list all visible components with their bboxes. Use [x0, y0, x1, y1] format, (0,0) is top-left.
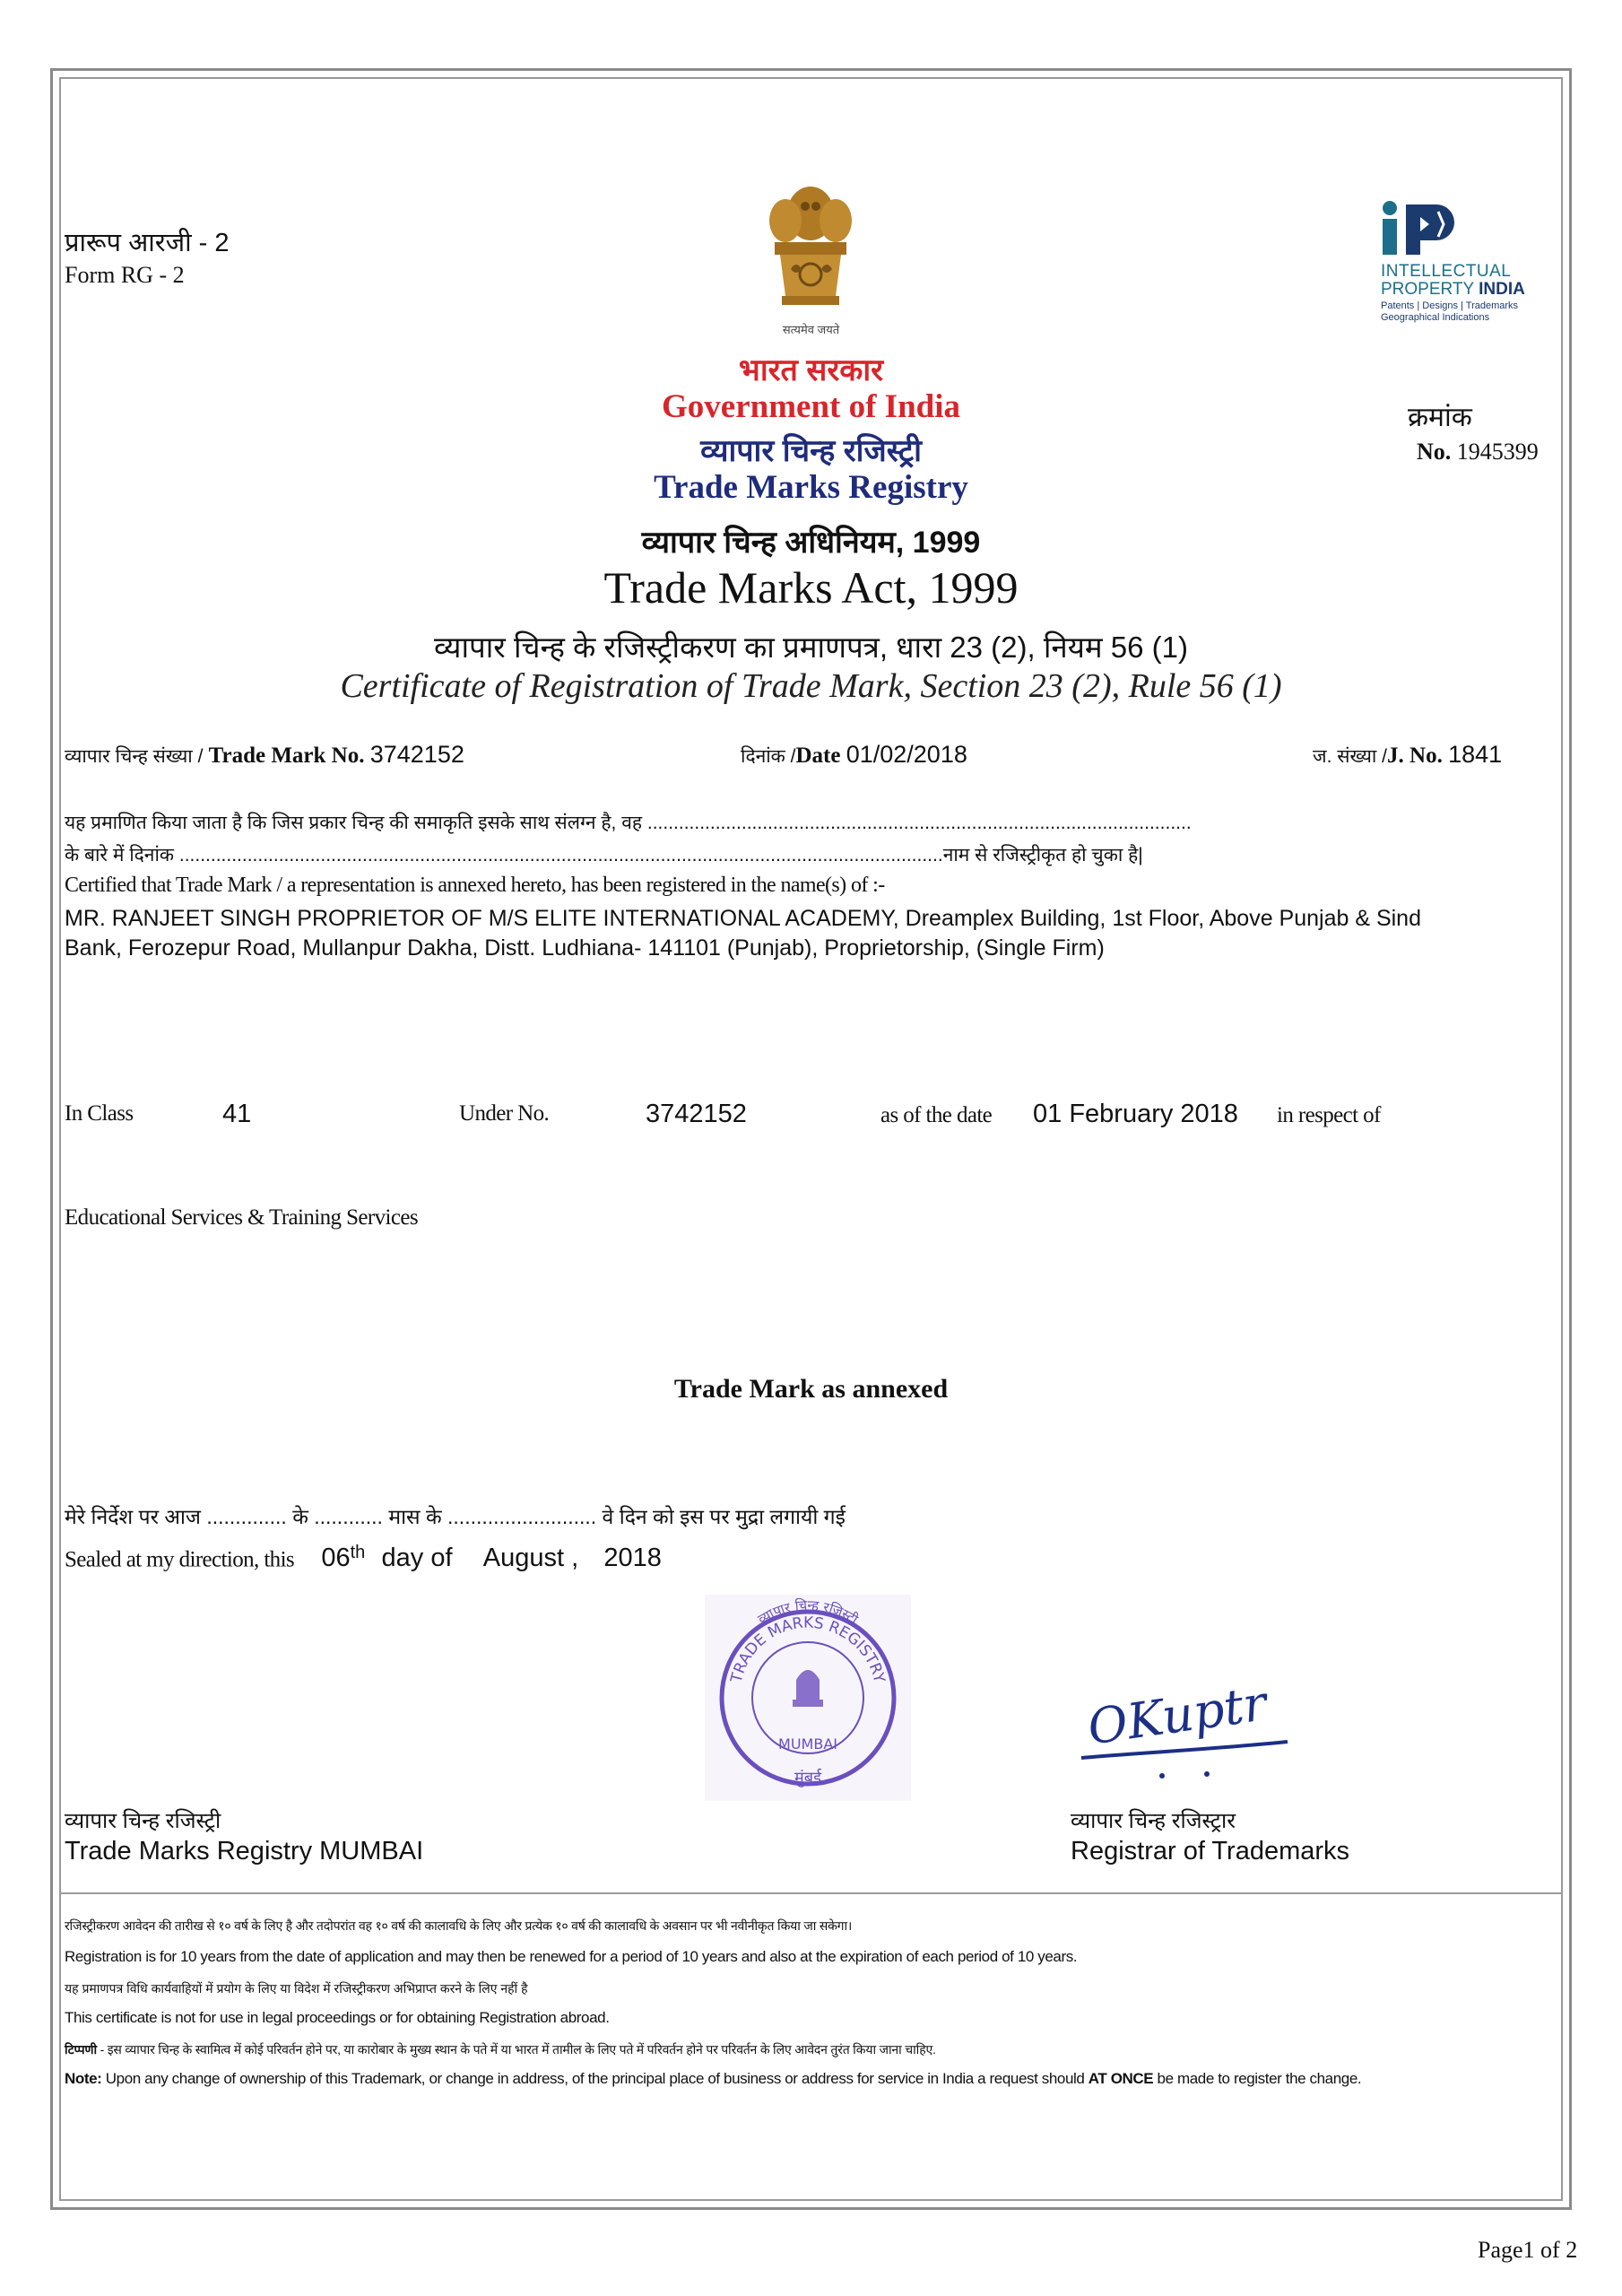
in-respect-of-label: in respect of	[1277, 1103, 1381, 1127]
certification-line-hindi-2: के बारे में दिनांक ..................................................................................................................................................नाम से रजिस्ट्रीकृत हो चुका है|	[65, 845, 1143, 865]
stamp-city: MUMBAI	[778, 1735, 837, 1752]
registry-title-hindi: व्यापार चिन्ह रजिस्ट्री	[700, 434, 922, 468]
j-value: 1841	[1448, 741, 1503, 768]
ip-logo-line3: Patents | Designs | Trademarks	[1381, 300, 1519, 311]
trade-mark-annexed: Trade Mark as annexed	[673, 1374, 949, 1404]
date-value: 01/02/2018	[846, 741, 967, 768]
stamp-middle-text: TRADE MARKS REGISTRY	[727, 1613, 889, 1685]
trade-mark-number	[65, 741, 464, 769]
ip-logo-line4: Geographical Indications	[1381, 312, 1490, 323]
services-description: Educational Services & Training Services	[65, 1205, 418, 1230]
renewal-note-english: Registration is for 10 years from the date of application and may then be renewed for a period of 10 years and also at the expiration of each period of 10 years.	[65, 1948, 1078, 1965]
sealed-day-of: day of	[381, 1544, 453, 1573]
act-title-english: Trade Marks Act, 1999	[603, 562, 1019, 613]
under-no-value: 3742152	[646, 1100, 747, 1128]
change-note-hindi	[65, 2041, 936, 2058]
signature-text: OKuptr	[1084, 1674, 1271, 1756]
proprietor-line-1: MR. RANJEET SINGH PROPRIETOR OF M/S ELITE INTERNATIONAL ACADEMY, Dreamplex Building, 1st Floor, Above Punjab & Sind	[65, 906, 1421, 931]
certification-statement: Certified that Trade Mark / a representation is annexed hereto, has been registered in the name(s) of :-	[65, 874, 885, 897]
registrar-sign-hindi: व्यापार चिन्ह रजिस्ट्रार	[1071, 1809, 1236, 1833]
j-label-english: J. No.	[1387, 744, 1443, 768]
tm-value: 3742152	[369, 741, 464, 768]
gov-title-english: Government of India	[662, 388, 960, 425]
emblem-motto: सत्यमेव जयते	[782, 323, 840, 336]
registration-date	[741, 741, 967, 769]
stamp-city-hindi: मुंबई	[794, 1769, 821, 1787]
certificate-title-english: Certificate of Registration of Trade Mark, Section 23 (2), Rule 56 (1)	[340, 667, 1282, 705]
tm-label-hindi: व्यापार चिन्ह संख्या /	[65, 746, 204, 767]
sealed-line-hindi: मेरे निर्देश पर आज .............. के ............ मास के .......................... वे दिन को इस पर मुद्रा लगायी गई	[65, 1505, 846, 1528]
registry-sign-english: Trade Marks Registry MUMBAI	[65, 1837, 424, 1866]
ip-logo-line1: INTELLECTUAL	[1381, 262, 1512, 281]
act-title-hindi: व्यापार चिन्ह अधिनियम, 1999	[641, 526, 981, 560]
in-class-label: In Class	[65, 1101, 134, 1126]
page-number: Page1 of 2	[1478, 2237, 1578, 2263]
class-value: 41	[222, 1100, 252, 1128]
sealed-year: 2018	[603, 1544, 662, 1573]
date-label-english: Date	[795, 744, 841, 768]
footer-divider	[59, 1892, 1563, 1894]
change-note-english	[65, 2070, 1361, 2088]
note-hindi-text: - इस व्यापार चिन्ह के स्वामित्व में कोई परिवर्तन होने पर, या कारोबार के मुख्य स्थान के पते में या भारत में तामील के लिए पते में परिवर्तन होने पर परिवर्तन के लिए आवेदन तुरंत किया जाना चाहिए.	[96, 2042, 936, 2057]
note-hindi-label: टिप्पणी	[65, 2042, 97, 2057]
gov-title-hindi: भारत सरकार	[738, 353, 884, 387]
form-number-english: Form RG - 2	[65, 262, 185, 288]
registrar-signature	[1063, 1652, 1332, 1796]
legal-note-english: This certificate is not for use in legal proceedings or for obtaining Registration abroad.	[65, 2009, 610, 2026]
j-label-hindi: ज. संख्या /	[1313, 746, 1388, 767]
as-of-date-value: 01 February 2018	[1033, 1100, 1238, 1128]
note-english-text-a: Upon any change of ownership of this Trademark, or change in address, of the principal place of business or address for service in India a request should	[101, 2070, 1089, 2087]
tm-label-english: Trade Mark No.	[208, 744, 365, 768]
serial-label-hindi: क्रमांक	[1408, 403, 1472, 432]
official-stamp	[705, 1595, 911, 1801]
registry-title-english: Trade Marks Registry	[654, 469, 968, 506]
note-english-label: Note:	[65, 2070, 102, 2087]
sealed-day-suffix: th	[350, 1543, 366, 1562]
serial-label-english: No.	[1417, 439, 1452, 465]
registry-sign-hindi: व्यापार चिन्ह रजिस्ट्री	[65, 1809, 221, 1833]
sealed-month: August ,	[482, 1544, 579, 1573]
sealed-day: 06	[321, 1544, 351, 1573]
form-number-hindi: प्रारूप आरजी - 2	[65, 229, 230, 257]
serial-value: 1945399	[1456, 439, 1539, 465]
sealed-line	[65, 1543, 662, 1573]
journal-number	[1313, 741, 1502, 769]
certificate-title-hindi: व्यापार चिन्ह के रजिस्ट्रीकरण का प्रमाणपत्र, धारा 23 (2), नियम 56 (1)	[434, 631, 1188, 664]
sealed-label: Sealed at my direction, this	[65, 1547, 295, 1572]
ip-logo-line2	[1381, 280, 1525, 300]
ip-logo-india: INDIA	[1479, 280, 1525, 299]
registrar-sign-english: Registrar of Trademarks	[1071, 1837, 1350, 1866]
national-emblem-icon	[755, 179, 867, 345]
note-english-text-c: be made to register the change.	[1153, 2070, 1362, 2087]
proprietor-line-2: Bank, Ferozepur Road, Mullanpur Dakha, Distt. Ludhiana- 141101 (Punjab), Proprietorship, (Single Firm)	[65, 935, 1105, 961]
note-english-at-once: AT ONCE	[1088, 2070, 1154, 2087]
date-label-hindi: दिनांक /	[741, 746, 796, 767]
legal-note-hindi: यह प्रमाणपत्र विधि कार्यवाहियों में प्रयोग के लिए या विदेश में रजिस्ट्रीकरण अभिप्राप्त करने के लिए नहीं है	[65, 1981, 528, 1996]
stamp-top-text: व्यापार चिन्ह रजिस्ट्री	[755, 1596, 862, 1628]
serial-number	[1417, 439, 1539, 465]
ip-logo-property: PROPERTY	[1381, 280, 1479, 299]
ip-india-logo-icon	[1381, 199, 1479, 262]
certification-line-hindi-1: यह प्रमाणित किया जाता है कि जिस प्रकार चिन्ह की समाकृति इसके साथ संलग्न है, वह ........................................................................................................	[65, 813, 1192, 833]
as-of-date-label: as of the date	[880, 1103, 993, 1127]
under-no-label: Under No.	[459, 1101, 550, 1126]
ip-india-logo	[1381, 199, 1560, 334]
renewal-note-hindi: रजिस्ट्रीकरण आवेदन की तारीख से १० वर्ष के लिए है और तदोपरांत वह १० वर्ष की कालावधि के लिए और प्रत्येक १० वर्ष की कालावधि के अवसान पर भी नवीनीकृत किया जा सकेगा।	[65, 1918, 853, 1933]
